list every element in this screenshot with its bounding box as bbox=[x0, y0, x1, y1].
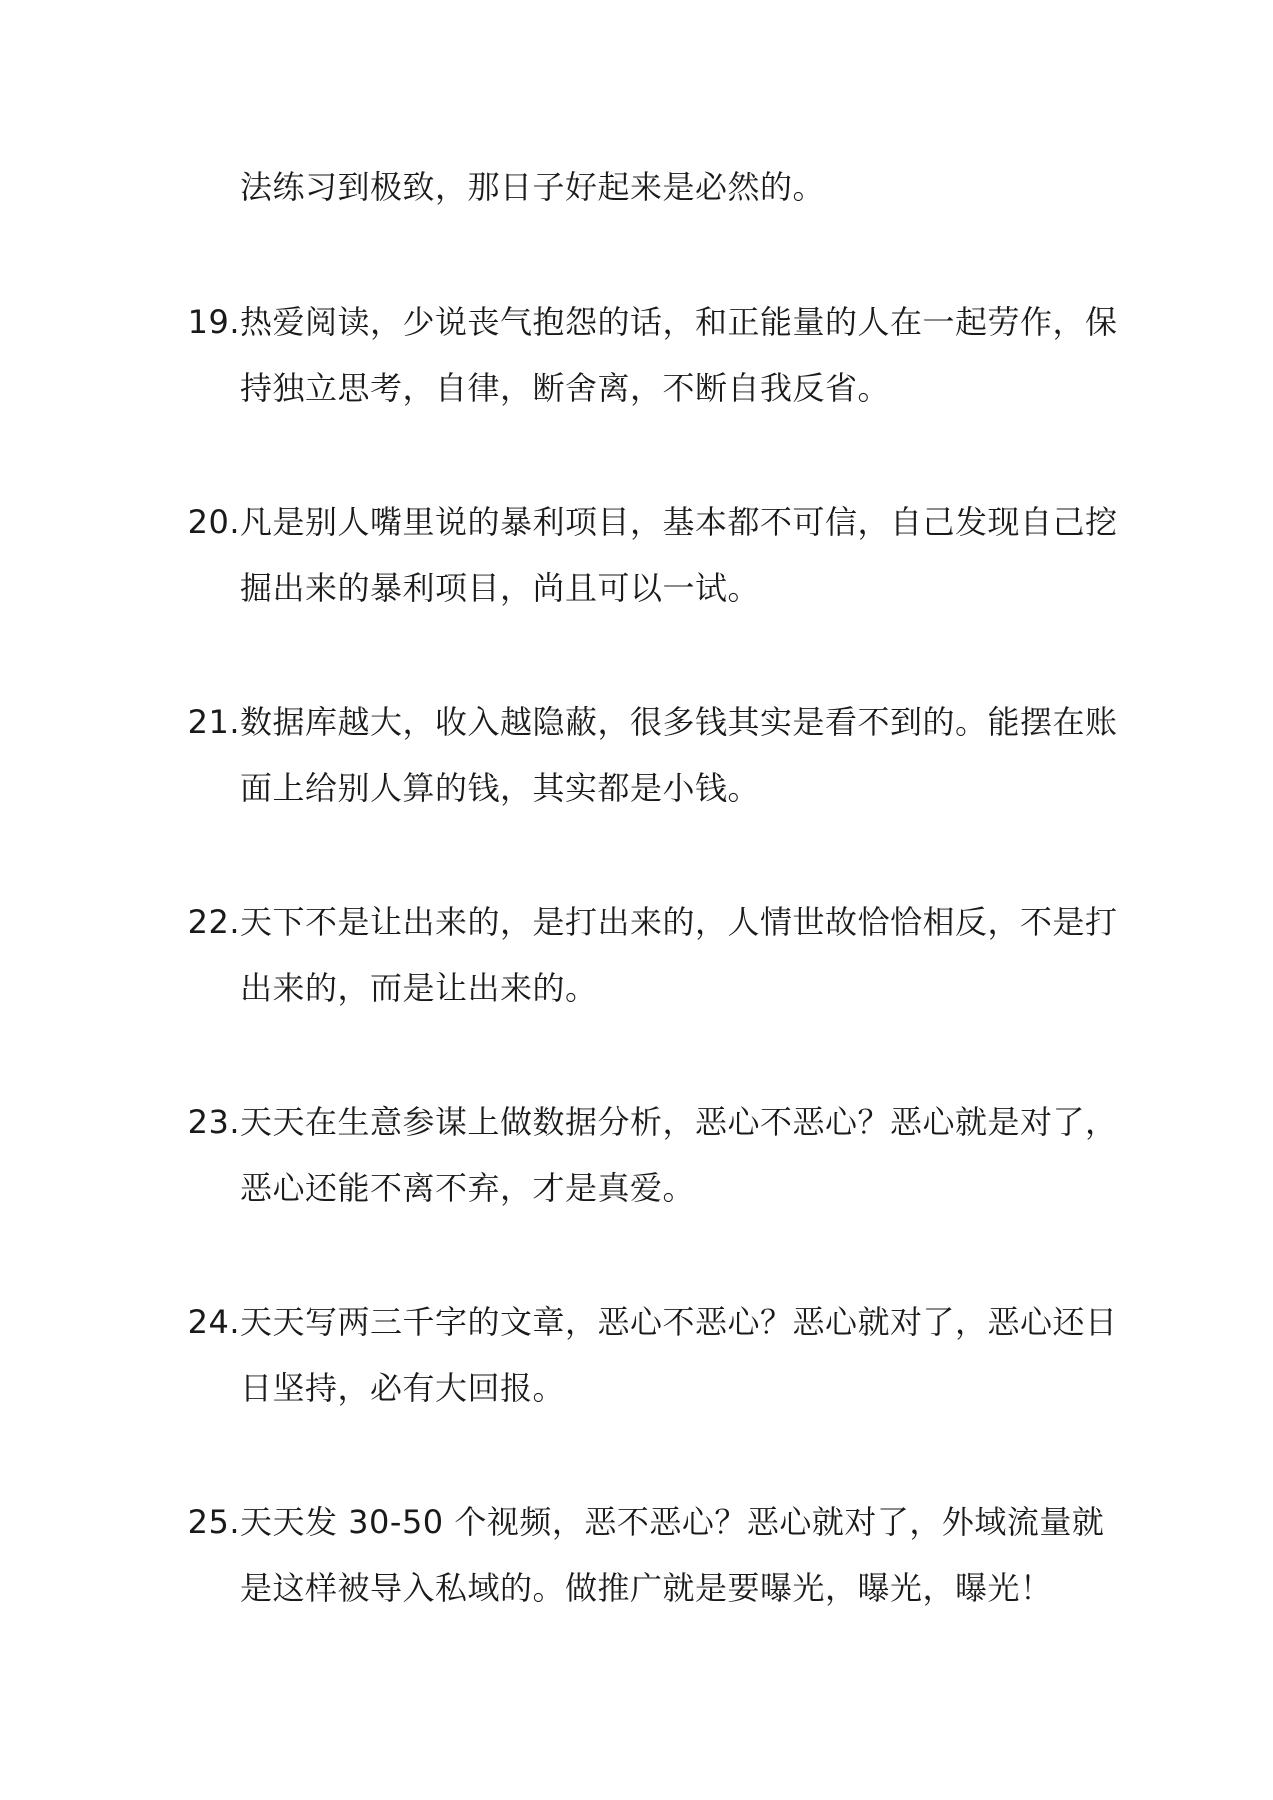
list-item-19-line-1 bbox=[187, 300, 1118, 344]
list-item-20-line-2: 掘出来的暴利项目，尚且可以一试。 bbox=[240, 569, 761, 607]
list-item-24-line-1 bbox=[187, 1300, 1118, 1344]
list-item-number: 21. bbox=[187, 703, 240, 741]
list-item-text: 数据库越大，收入越隐蔽，很多钱其实是看不到的。能摆在账 bbox=[240, 703, 1118, 741]
list-item-24-line-2: 日坚持，必有大回报。 bbox=[240, 1369, 566, 1407]
list-item-text: 天下不是让出来的，是打出来的，人情世故恰恰相反，不是打 bbox=[240, 903, 1118, 941]
list-item-text: 天天在生意参谋上做数据分析，恶心不恶心？恶心就是对了， bbox=[240, 1103, 1118, 1141]
list-item-20-line-1 bbox=[187, 500, 1118, 544]
list-item-22-line-1 bbox=[187, 900, 1118, 944]
list-item-25-line-1 bbox=[187, 1500, 1105, 1544]
list-item-23-line-1 bbox=[187, 1100, 1118, 1144]
list-item-text: 天天发 30-50 个视频，恶不恶心？恶心就对了，外域流量就 bbox=[240, 1503, 1105, 1541]
list-item-number: 25. bbox=[187, 1503, 240, 1541]
continuation-line: 法练习到极致，那日子好起来是必然的。 bbox=[240, 168, 826, 206]
list-item-number: 24. bbox=[187, 1303, 240, 1341]
list-item-21-line-2: 面上给别人算的钱，其实都是小钱。 bbox=[240, 769, 761, 807]
list-item-number: 23. bbox=[187, 1103, 240, 1141]
list-item-text: 天天写两三千字的文章，恶心不恶心？恶心就对了，恶心还日 bbox=[240, 1303, 1118, 1341]
list-item-21-line-1 bbox=[187, 700, 1118, 744]
list-item-19-line-2: 持独立思考，自律，断舍离，不断自我反省。 bbox=[240, 369, 891, 407]
list-item-number: 22. bbox=[187, 903, 240, 941]
list-item-number: 19. bbox=[187, 303, 240, 341]
list-item-number: 20. bbox=[187, 503, 240, 541]
list-item-text: 热爱阅读，少说丧气抱怨的话，和正能量的人在一起劳作，保 bbox=[240, 303, 1118, 341]
list-item-25-line-2: 是这样被导入私域的。做推广就是要曝光，曝光，曝光！ bbox=[240, 1569, 1053, 1607]
list-item-23-line-2: 恶心还能不离不弃，才是真爱。 bbox=[240, 1169, 696, 1207]
list-item-text: 凡是别人嘴里说的暴利项目，基本都不可信，自己发现自己挖 bbox=[240, 503, 1118, 541]
list-item-22-line-2: 出来的，而是让出来的。 bbox=[240, 969, 598, 1007]
